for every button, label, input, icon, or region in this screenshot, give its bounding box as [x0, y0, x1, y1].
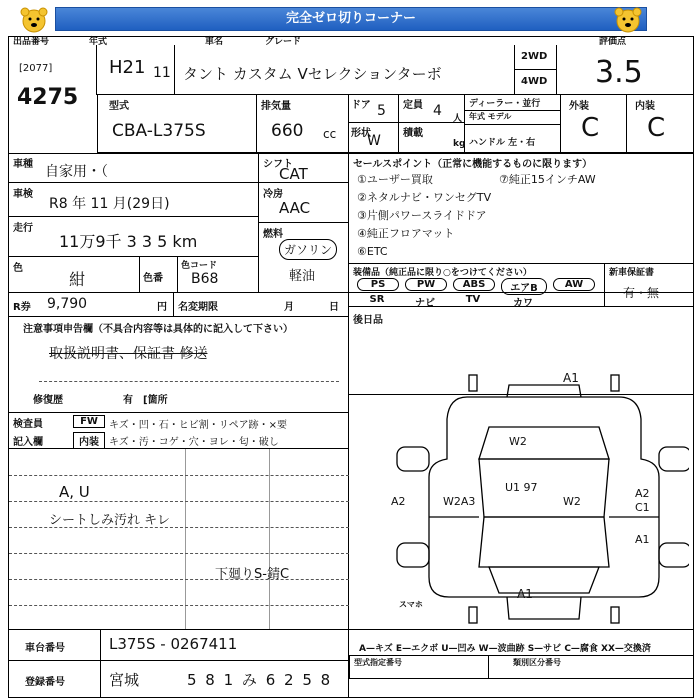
- shashu-row: 車種 自家用・（: [9, 153, 259, 183]
- under-remark: 下廻りS-錆C: [215, 567, 290, 582]
- car-name-cell: [175, 45, 515, 95]
- body-value: W: [367, 133, 381, 149]
- mark-u1: U1 97: [505, 481, 538, 494]
- remark-2: シートしみ汚れ キレ: [49, 513, 171, 528]
- equip-abs: ABS: [453, 278, 495, 291]
- interior-grade-cell: 内装 C: [627, 95, 693, 153]
- mark-a1-bottom: A1: [517, 587, 533, 601]
- door-value: 5: [377, 103, 386, 119]
- cooling-cell: 冷房 AAC: [259, 183, 349, 223]
- smartphone-label: スマホ: [399, 600, 423, 609]
- year-label: 年式: [89, 37, 108, 47]
- car-name-value: タント カスタム Vセレクションターボ: [183, 65, 442, 83]
- equip-tv: TV: [465, 294, 481, 305]
- mark-a2-left: A2: [391, 495, 406, 508]
- chassis-value: L375S - 0267411: [109, 635, 238, 653]
- equip-navi: ナビ: [415, 298, 435, 309]
- interior-grade: C: [647, 113, 666, 143]
- score-cell: [557, 45, 693, 95]
- exterior-grade: C: [581, 113, 600, 143]
- remarks-area: [9, 449, 349, 629]
- shaken-value: R8 年 11 月(29日): [49, 196, 170, 212]
- equip-leather: カワ: [513, 298, 533, 309]
- lot-small: [2077]: [19, 63, 53, 74]
- color-row: 色 紺 色番 色コード B68: [9, 257, 259, 293]
- katashiki-label: 型式: [109, 101, 129, 112]
- shashu-value: 自家用・（: [45, 164, 108, 180]
- cooling-value: AAC: [279, 199, 311, 217]
- inspection-sheet: [8, 36, 694, 698]
- mark-w2a3: W2A3: [443, 495, 476, 508]
- month-value: 11: [153, 65, 171, 81]
- mark-a1-right: A1: [635, 533, 650, 546]
- door-cell: ドア 5: [349, 95, 399, 123]
- rcharge-value: 9,790: [47, 296, 88, 312]
- load-cell: 積載 kg: [399, 123, 465, 153]
- color-code-value: B68: [191, 271, 219, 287]
- equip-pw: PW: [405, 278, 447, 291]
- displacement-value: 660: [271, 121, 304, 141]
- selling-point-3: ②ネタルナビ・ワンセグTV: [357, 191, 492, 204]
- car-name-label: 車名: [205, 37, 224, 47]
- displacement-cell: 排気量 660 cc: [257, 95, 349, 153]
- equip-airbag: エアB: [501, 278, 547, 295]
- drive-4wd: 4WD: [515, 70, 557, 95]
- new-car-warranty: 新車保証書 有・無: [605, 263, 693, 307]
- notes: 注意事項申告欄（不具合内容等は具体的に記入して下さい） 取扱説明書、保証書 修送 修復歴 有 [箇所: [9, 317, 349, 413]
- bear-mascot-icon: [18, 4, 50, 36]
- plate-pref: 宮城: [109, 671, 140, 689]
- inspector-rows: 検査員 記入欄 FW 内装 キズ・凹・石・ヒビ割・リペア跡・×要 キズ・汚・コゲ・穴・ヨレ・匂・破し: [9, 413, 349, 449]
- drive-2wd: 2WD: [515, 45, 557, 70]
- chassis-label-cell: 車台番号: [9, 629, 101, 661]
- dealer-cell: ディーラー・並行: [465, 95, 561, 111]
- body-cell: 形状 W: [349, 123, 399, 153]
- mark-a2-right: A2: [635, 487, 650, 500]
- seats-value: 4: [433, 103, 442, 119]
- equip-sr: SR: [369, 294, 385, 305]
- mark-w2-right: W2: [563, 495, 581, 508]
- grade-label: グレード: [265, 37, 302, 47]
- katashiki-cell: [97, 95, 257, 153]
- plate-label-cell: 登録番号: [9, 661, 101, 697]
- year-value: H21: [109, 57, 146, 78]
- shaken-row: 車検 R8 年 11 月(29日): [9, 183, 259, 217]
- plate-value-cell: [101, 661, 349, 697]
- score-value: 3.5: [595, 55, 643, 90]
- model-year-cell: 年式 モデル: [465, 111, 561, 125]
- mark-c1-right: C1: [635, 501, 650, 514]
- shift-cell: シフト CAT: [259, 153, 349, 183]
- katashiki-value: CBA-L375S: [112, 121, 206, 141]
- meigi-cell: 名変期限 月 日: [174, 293, 349, 317]
- mark-w2-front: W2: [509, 435, 527, 448]
- chassis-value-cell: [101, 629, 349, 661]
- color-value: 紺: [69, 270, 86, 289]
- form-label-1-cell: 型式指定番号: [349, 655, 489, 679]
- selling-point-4: ③片側パワースライドドア: [357, 209, 487, 222]
- equip-ps: PS: [357, 278, 399, 291]
- fuel-value-2: 軽油: [289, 269, 316, 284]
- equipment: 装備品（純正品に限り○をつけてください） PS PW ABS エアB AW SR ナビ TV カワ: [349, 263, 605, 307]
- note-struck: 取扱説明書、保証書 修送: [49, 346, 208, 362]
- form-label-2-cell: 類別区分番号: [489, 655, 693, 679]
- selling-points: セールスポイント（正常に機能するものに限ります） ①ユーザー買取 ⑦純正15インチAW ②ネタルナビ・ワンセグTV ③片側パワースライドドア ④純正フロアマット ⑥ETC: [349, 153, 693, 293]
- soko-value: 11万9千 3 3 5 km: [59, 232, 198, 251]
- damage-legend: A—キズ E—エクボ U—凹み W—波曲跡 S—サビ C—腐食 XX—交換済: [359, 644, 651, 654]
- seats-cell: 定員 4 人: [399, 95, 465, 123]
- equip-aw: AW: [553, 278, 595, 291]
- plate-number: 5 8 1 み 6 2 5 8: [187, 671, 333, 689]
- selling-point-5: ④純正フロアマット: [357, 227, 455, 240]
- year-cell: [97, 45, 175, 95]
- selling-point-2: ⑦純正15インチAW: [499, 173, 596, 186]
- score-label: 評価点: [599, 37, 627, 47]
- selling-point-1: ①ユーザー買取: [357, 173, 433, 186]
- header-title: 完全ゼロ切りコーナー: [55, 7, 647, 31]
- rcharge-cell: R券 9,790 円: [9, 293, 174, 317]
- remark-1: A, U: [59, 483, 90, 501]
- atozuke-cell: 後日品: [349, 307, 693, 395]
- fuel-value: ガソリン: [279, 239, 337, 260]
- lot-label: 出品番号: [13, 37, 50, 47]
- soko-row: 走行 11万9千 3 3 5 km: [9, 217, 259, 257]
- exterior-grade-cell: 外装 C: [561, 95, 627, 153]
- handle-cell: ハンドル 左・右: [465, 125, 561, 153]
- lot-number: 4275: [17, 85, 79, 110]
- bear-mascot-icon: [612, 4, 644, 36]
- fuel-cell: 燃料 ガソリン 軽油: [259, 223, 349, 293]
- mark-a1-top: A1: [563, 371, 579, 385]
- shift-value: CAT: [279, 165, 308, 183]
- fw-codes: キズ・凹・石・ヒビ割・リペア跡・×要: [109, 420, 287, 431]
- int-codes: キズ・汚・コゲ・穴・ヨレ・匂・破し: [109, 437, 279, 448]
- lot-cell: [9, 45, 97, 110]
- cc-unit: cc: [323, 127, 337, 141]
- selling-point-6: ⑥ETC: [357, 245, 388, 258]
